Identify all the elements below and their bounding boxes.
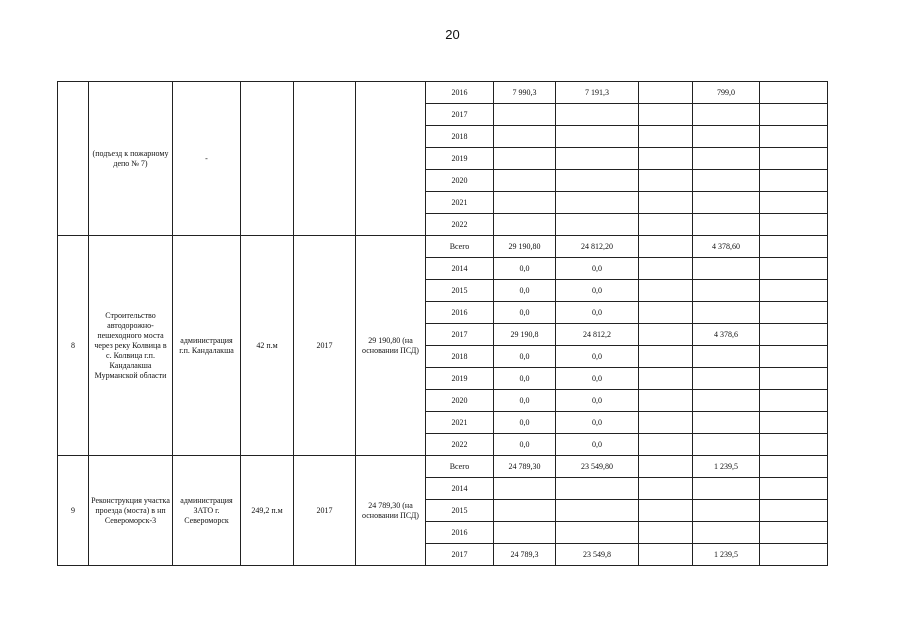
capacity-cell: 42 п.м <box>241 236 294 456</box>
local-cell <box>693 434 760 456</box>
period-cell: 2022 <box>426 214 494 236</box>
federal-cell <box>639 126 693 148</box>
total-cell <box>494 214 556 236</box>
federal-cell <box>639 522 693 544</box>
capacity-cell <box>241 82 294 236</box>
regional-cell <box>556 500 639 522</box>
capacity-cell: 249,2 п.м <box>241 456 294 566</box>
local-cell <box>693 126 760 148</box>
regional-cell: 24 812,20 <box>556 236 639 258</box>
other-cell <box>760 280 828 302</box>
total-cell <box>494 192 556 214</box>
local-cell <box>693 302 760 324</box>
federal-cell <box>639 192 693 214</box>
local-cell <box>693 214 760 236</box>
local-cell: 799,0 <box>693 82 760 104</box>
total-cell <box>494 126 556 148</box>
object-name-cell: Реконструкция участка проезда (моста) в нп Североморск-3 <box>89 456 173 566</box>
other-cell <box>760 390 828 412</box>
federal-cell <box>639 258 693 280</box>
other-cell <box>760 478 828 500</box>
other-cell <box>760 346 828 368</box>
local-cell <box>693 412 760 434</box>
other-cell <box>760 82 828 104</box>
regional-cell: 0,0 <box>556 368 639 390</box>
federal-cell <box>639 324 693 346</box>
regional-cell: 24 812,2 <box>556 324 639 346</box>
period-cell: 2014 <box>426 258 494 280</box>
local-cell <box>693 280 760 302</box>
table-row <box>58 82 828 104</box>
total-cell: 0,0 <box>494 258 556 280</box>
total-cell <box>494 478 556 500</box>
period-cell: 2015 <box>426 280 494 302</box>
other-cell <box>760 148 828 170</box>
estimated-cost-cell: 24 789,30 (на основании ПСД) <box>356 456 426 566</box>
federal-cell <box>639 236 693 258</box>
table-row <box>58 456 828 478</box>
completion-year-cell: 2017 <box>294 236 356 456</box>
completion-year-cell <box>294 82 356 236</box>
period-cell: 2016 <box>426 302 494 324</box>
period-cell: 2021 <box>426 412 494 434</box>
estimated-cost-cell <box>356 82 426 236</box>
other-cell <box>760 522 828 544</box>
total-cell: 29 190,8 <box>494 324 556 346</box>
regional-cell <box>556 170 639 192</box>
row-number-cell: 8 <box>58 236 89 456</box>
total-cell <box>494 104 556 126</box>
federal-cell <box>639 214 693 236</box>
federal-cell <box>639 434 693 456</box>
total-cell: 0,0 <box>494 280 556 302</box>
period-cell: Всего <box>426 236 494 258</box>
other-cell <box>760 126 828 148</box>
table-body <box>58 82 828 566</box>
total-cell <box>494 522 556 544</box>
object-name-cell: Строительство автодорожно-пешеходного моста через реку Колвица в с. Колвица г.п. Кандалакша Мурманской области <box>89 236 173 456</box>
local-cell <box>693 390 760 412</box>
page-number: 20 <box>445 27 460 42</box>
local-cell: 1 239,5 <box>693 544 760 566</box>
total-cell: 0,0 <box>494 412 556 434</box>
regional-cell: 23 549,80 <box>556 456 639 478</box>
total-cell: 29 190,80 <box>494 236 556 258</box>
total-cell: 7 990,3 <box>494 82 556 104</box>
period-cell: 2021 <box>426 192 494 214</box>
period-cell: 2016 <box>426 82 494 104</box>
other-cell <box>760 236 828 258</box>
regional-cell: 0,0 <box>556 412 639 434</box>
customer-cell: - <box>173 82 241 236</box>
customer-cell: администрация ЗАТО г. Североморск <box>173 456 241 566</box>
period-cell: 2018 <box>426 346 494 368</box>
federal-cell <box>639 478 693 500</box>
completion-year-cell: 2017 <box>294 456 356 566</box>
local-cell <box>693 148 760 170</box>
federal-cell <box>639 412 693 434</box>
period-cell: 2017 <box>426 324 494 346</box>
estimated-cost-cell: 29 190,80 (на основании ПСД) <box>356 236 426 456</box>
other-cell <box>760 258 828 280</box>
other-cell <box>760 434 828 456</box>
other-cell <box>760 544 828 566</box>
federal-cell <box>639 500 693 522</box>
period-cell: Всего <box>426 456 494 478</box>
total-cell <box>494 148 556 170</box>
regional-cell <box>556 104 639 126</box>
federal-cell <box>639 170 693 192</box>
other-cell <box>760 302 828 324</box>
local-cell <box>693 170 760 192</box>
federal-cell <box>639 346 693 368</box>
federal-cell <box>639 456 693 478</box>
regional-cell: 23 549,8 <box>556 544 639 566</box>
federal-cell <box>639 368 693 390</box>
federal-cell <box>639 302 693 324</box>
total-cell: 0,0 <box>494 434 556 456</box>
total-cell: 0,0 <box>494 368 556 390</box>
total-cell <box>494 500 556 522</box>
period-cell: 2017 <box>426 104 494 126</box>
table-row <box>58 236 828 258</box>
other-cell <box>760 368 828 390</box>
local-cell: 1 239,5 <box>693 456 760 478</box>
other-cell <box>760 214 828 236</box>
period-cell: 2017 <box>426 544 494 566</box>
period-cell: 2014 <box>426 478 494 500</box>
period-cell: 2016 <box>426 522 494 544</box>
row-number-cell: 9 <box>58 456 89 566</box>
federal-cell <box>639 148 693 170</box>
customer-cell: администрация г.п. Кандалакша <box>173 236 241 456</box>
total-cell: 0,0 <box>494 390 556 412</box>
local-cell <box>693 346 760 368</box>
local-cell <box>693 258 760 280</box>
regional-cell: 0,0 <box>556 280 639 302</box>
federal-cell <box>639 390 693 412</box>
regional-cell <box>556 522 639 544</box>
federal-cell <box>639 280 693 302</box>
regional-cell: 0,0 <box>556 390 639 412</box>
investment-table <box>57 81 828 566</box>
other-cell <box>760 192 828 214</box>
federal-cell <box>639 82 693 104</box>
period-cell: 2019 <box>426 368 494 390</box>
federal-cell <box>639 544 693 566</box>
federal-cell <box>639 104 693 126</box>
period-cell: 2022 <box>426 434 494 456</box>
other-cell <box>760 412 828 434</box>
regional-cell: 0,0 <box>556 346 639 368</box>
row-number-cell <box>58 82 89 236</box>
total-cell: 24 789,30 <box>494 456 556 478</box>
other-cell <box>760 324 828 346</box>
local-cell: 4 378,6 <box>693 324 760 346</box>
regional-cell: 0,0 <box>556 434 639 456</box>
regional-cell <box>556 148 639 170</box>
regional-cell <box>556 214 639 236</box>
regional-cell: 0,0 <box>556 302 639 324</box>
period-cell: 2015 <box>426 500 494 522</box>
regional-cell: 0,0 <box>556 258 639 280</box>
other-cell <box>760 500 828 522</box>
total-cell: 24 789,3 <box>494 544 556 566</box>
total-cell <box>494 170 556 192</box>
regional-cell <box>556 126 639 148</box>
local-cell <box>693 192 760 214</box>
period-cell: 2020 <box>426 170 494 192</box>
local-cell: 4 378,60 <box>693 236 760 258</box>
other-cell <box>760 170 828 192</box>
local-cell <box>693 522 760 544</box>
regional-cell <box>556 192 639 214</box>
total-cell: 0,0 <box>494 302 556 324</box>
period-cell: 2019 <box>426 148 494 170</box>
local-cell <box>693 368 760 390</box>
local-cell <box>693 104 760 126</box>
local-cell <box>693 478 760 500</box>
other-cell <box>760 104 828 126</box>
other-cell <box>760 456 828 478</box>
period-cell: 2020 <box>426 390 494 412</box>
total-cell: 0,0 <box>494 346 556 368</box>
local-cell <box>693 500 760 522</box>
regional-cell <box>556 478 639 500</box>
period-cell: 2018 <box>426 126 494 148</box>
object-name-cell: (подъезд к пожарному депо № 7) <box>89 82 173 236</box>
regional-cell: 7 191,3 <box>556 82 639 104</box>
